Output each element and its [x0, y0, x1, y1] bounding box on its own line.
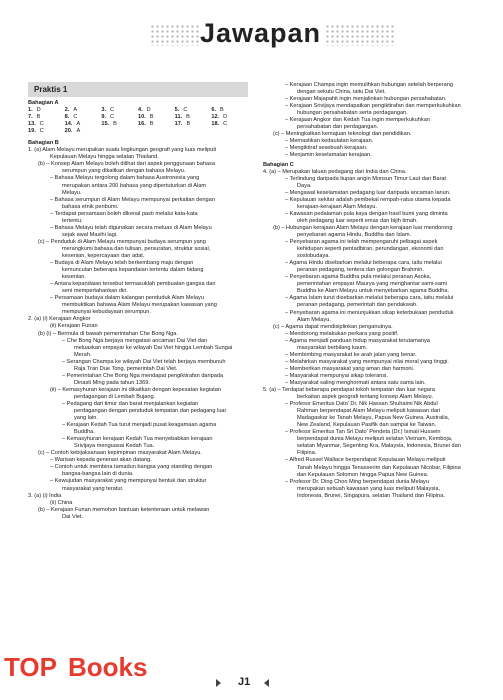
answer-line: – Agama menjadi panduan hidup masyarakat terutamanya: [285, 337, 430, 344]
answer-line: perdagangan di Lembah Bujang.: [74, 393, 156, 400]
answer-line: Dinasti Ming pada tahun 1369.: [74, 379, 150, 386]
answer-line: – Pemerintahan Che Bong Nga mendapat pengiktirafan daripada: [62, 372, 224, 379]
answer-line: Buddha ke Alam Melayu untuk menyebarkan agama Buddha.: [297, 288, 450, 295]
answer-line: – Persamaan budaya dalam kalangan penduduk Alam Melayu: [50, 295, 204, 302]
answer-line: yang lain.: [74, 415, 98, 422]
answer-line: kehidupan seperti pentadbiran, perundangan, ekonomi dan: [297, 246, 444, 253]
answer-line: membuktikan bahawa Alam Melayu merupakan kawasan yang: [62, 302, 217, 309]
answer-line: 3. (a) (i) India: [28, 492, 62, 499]
answer-line: – Kerajaan Majapahit ingin menjalinkan hubungan persahabatan.: [285, 96, 447, 103]
answer-line: Bahagian C: [263, 161, 294, 168]
answer-line: – Mendorong melakukan perkara yang positif.: [285, 330, 399, 337]
answer-line: Daya.: [297, 182, 312, 189]
answer-line: – Kerajaan Srivijaya mendapatkan pengiktirafan dan memperkukuhkan: [285, 103, 461, 110]
answer-line: – Kewujudan masyarakat yang mempunyai bentuk dan struktur: [50, 478, 207, 485]
answer-item: 6. B: [211, 107, 224, 114]
answer-line: – Alfred Russel Wallace berpendapat Kepulauan Melayu meliputi: [285, 457, 446, 464]
answer-line: – Kerajaan Angkor dan Kedah Tua ingin memperkukuhkan: [285, 117, 430, 124]
answer-line: – Profesor Dr. Ding Choo Ming berpendapat dunia Melayu: [285, 478, 429, 485]
page-number: J1: [238, 676, 251, 688]
answer-line: sejak awal Masihi lagi.: [62, 231, 118, 238]
answer-line: – Profesor Emeritus Tan Sri Dato' Pendeta (Dr.) Ismail Hussein: [285, 429, 441, 436]
answer-line: – Terlindung daripada tiupan angin Monsun Timur Laut dan Barat: [285, 175, 446, 182]
answer-line: 2. (a) (i) Kerajaan Angkor: [28, 316, 91, 323]
answer-line: peranan pedagang, pemerintah dan pendakwah.: [297, 302, 418, 309]
answer-line: – Kepulauan sekitar adalah pembekal rempah-ratus utama kepada: [285, 196, 451, 203]
answer-item: 18. C: [211, 121, 228, 128]
answer-line: sosiobudaya.: [297, 253, 330, 260]
answer-line: bahasa etnik peribumi.: [62, 203, 119, 210]
answer-line: – Kerajaan Champa ingin memulihkan hubungan setelah berperang: [285, 82, 453, 88]
answer-line: (ii) Kerajaan Funan: [50, 323, 98, 330]
answer-item: 10. B: [138, 114, 154, 121]
answer-item: 7. B: [28, 114, 41, 121]
answer-line: oleh pedagang luar seperti emas dan bijih timah.: [297, 217, 418, 224]
answer-line: seni mempertahankan diri.: [62, 288, 128, 295]
answer-line: (ii) – Kemasyhuran kerajaan ini dikaitkan dengan kepesatan kegiatan: [50, 386, 222, 393]
answer-line: persahabatan dan perdagangan.: [297, 124, 379, 131]
answer-item: 4. D: [138, 107, 151, 114]
bahagian-a-heading: Bahagian A: [28, 100, 59, 106]
answer-item: 1. D: [28, 107, 41, 114]
answer-line: serumpun yang dikaitkan dengan bahasa Melayu.: [62, 168, 186, 175]
answer-line: pemerintahan empayar Maurya yang menghantar sami-sami: [297, 281, 447, 288]
answer-line: Buddha.: [74, 429, 95, 436]
answer-line: 1. (a) Alam Melayu merupakan suatu lingkungan geografi yang luas meliputi: [28, 147, 217, 154]
answer-line: dan Kepulauan Solomon hingga Papua New Guinea.: [297, 471, 429, 478]
answer-line: – Penyebaran agama Buddha pula melalui peranan Asoka,: [285, 274, 432, 281]
answer-line: (c) – Contoh kebijaksanaan kepimpinan masyarakat Alam Melayu.: [38, 450, 202, 457]
answer-line: Dai Viet.: [62, 513, 84, 520]
answer-item: 19. C: [28, 128, 44, 135]
answer-line: perdagangan dengan penduduk tempatan dan pedagang luar: [74, 408, 227, 415]
answer-item: 5. C: [174, 107, 188, 114]
answer-line: – Memastikan kedaulatan kerajaan.: [285, 138, 374, 145]
answer-line: masyarakat berbilang kaum.: [297, 344, 368, 351]
answer-line: – Penyebaran agama ini telah mempengaruhi pelbagai aspek: [285, 239, 438, 246]
answer-line: meluaskan empayar ke wilayah Dai Viet hingga Lembah Sungai: [74, 344, 233, 351]
right-answer-text: [263, 82, 481, 500]
answer-line: Madagaskar ke Tanah Melayu, Papua New Guinea, Australia,: [297, 415, 450, 422]
answer-line: (b) – Kerajaan Funan memohon bantuan ketenteraan untuk melawan: [38, 506, 210, 513]
answer-line: (c) – Agama dapat mendisiplinkan penganutnya.: [273, 323, 393, 330]
answer-line: Kepulauan Melayu hingga selatan Thailand.: [50, 154, 159, 161]
answer-line: – Agama Hindu disebarkan melalui beberapa cara, iaitu melalui: [285, 260, 442, 267]
answer-item: 12. D: [211, 114, 228, 121]
answer-line: – Warisan kepada generasi akan datang.: [50, 457, 152, 464]
praktis-heading: Praktis 1: [28, 82, 248, 97]
answer-item: 9. C: [101, 114, 115, 121]
logo-text-books: Books: [68, 652, 148, 682]
page-title: Jawapan: [200, 18, 322, 48]
answer-line: penyebaran agama Hindu, Buddha dan Islam.: [297, 231, 412, 238]
answer-line: bangsa-bangsa lain di dunia.: [62, 471, 134, 478]
answer-line: Bahagian B: [28, 140, 59, 147]
answer-line: – Kemasyhuran kerajaan Kedah Tua menyebabkan kerajaan: [62, 436, 213, 443]
answer-line: – Menjamin keselamatan kerajaan.: [285, 152, 372, 159]
answer-line: Melayu.: [62, 189, 82, 196]
answer-item: 11. B: [174, 114, 190, 121]
answer-line: dengan sekutu China, iaitu Dai Viet.: [297, 89, 386, 96]
answer-line: – Membimbing masyarakat ke arah jalan yang benar.: [285, 351, 417, 358]
answer-line: – Mengawal keselamatan pedagang luar daripada ancaman lanun.: [285, 189, 451, 196]
answer-line: peranan pedagang, tentera dan golongan Brahmin.: [297, 267, 424, 274]
answer-line: – Bahasa Melayu telah digunakan secara meluas di Alam Melayu: [50, 224, 212, 231]
answer-line: New Zealand, Kepulauan Pasifik dan sampai ke Taiwan.: [297, 422, 437, 429]
answer-line: (c) – Meningkatkan kemajuan teknologi dan pendidikan.: [273, 131, 412, 138]
answer-line: kesenian.: [62, 274, 86, 281]
answer-item: 15. B: [101, 121, 117, 128]
answer-line: Indonesia, Brunei, Singapura, selatan Thailand dan Filipina.: [297, 492, 445, 499]
arrow-right-icon: [216, 679, 221, 687]
answer-line: merangkumi bahasa dan tulisan, persuratan, struktur sosial,: [62, 245, 211, 252]
answer-line: berkaitan aspek geografi tentang konsep Alam Melayu.: [297, 394, 434, 401]
answer-line: – Bahasa serumpun di Alam Melayu mempunyai perkaitan dengan: [50, 196, 215, 203]
answer-line: – Pedagang dari timur dan barat menjalankan kegiatan: [62, 400, 199, 407]
answer-line: – Agama Islam turut disebarkan melalui beberapa cara, iaitu melalui: [285, 295, 454, 302]
answer-line: merupakan sebuah kawasan yang luas meliputi Malaysia,: [297, 485, 441, 492]
answer-line: kemunculan beberapa kepandaian tertentu dalam bidang: [62, 267, 204, 274]
answer-line: merupakan antara 200 bahasa yang dipertuturkan di Alam: [62, 182, 206, 189]
answer-line: (b) – Hubungan kerajaan Alam Melayu dengan kerajaan luar mendorong: [273, 224, 453, 231]
answer-line: berpendapat dunia Melayu meliputi selatan Vietnam, Kemboja,: [297, 436, 453, 443]
right-column: [263, 82, 481, 500]
answer-line: Srivijaya menguasai Kedah Tua.: [74, 443, 155, 450]
answer-item: 13. C: [28, 121, 44, 128]
answer-line: masyarakat yang teratur.: [62, 485, 124, 492]
answer-line: – Masyarakat saling menghormati antara satu sama lain.: [285, 379, 426, 386]
answer-item: 2. A: [64, 107, 78, 114]
answer-line: – Masyarakat mempunyai sikap toleransi.: [285, 372, 388, 379]
answer-line: – Kawasan pedalaman pula kaya dengan hasil bumi yang diminta: [285, 210, 448, 217]
answer-line: kesenian, kepercayaan dan adat.: [62, 252, 145, 259]
answer-line: mempunyai kebudayaan serumpun.: [62, 309, 151, 316]
answer-line: – Budaya di Alam Melayu telah berkembang maju dengan: [50, 260, 194, 267]
answer-line: Rahman berpendapat Alam Melayu meliputi kawasan dari: [297, 408, 441, 415]
left-column: [28, 82, 248, 521]
answer-line: (c) – Penduduk di Alam Melayu mempunyai budaya serumpun yang: [38, 238, 206, 245]
answer-grid: [28, 107, 248, 135]
decorative-dots-right: [325, 24, 395, 46]
answer-line: (ii) China: [50, 499, 73, 506]
answer-line: (b) (i) – Bermula di bawah pemerintahan Che Bong Nga.: [38, 330, 178, 337]
answer-item: 16. B: [138, 121, 154, 128]
answer-line: Raja Tran Due Tong, pemerintah Dai Viet.: [74, 365, 178, 372]
answer-line: (b) – Konsep Alam Melayu boleh dilihat dari aspek penggunaan bahasa: [38, 161, 215, 168]
answer-line: Filipina.: [297, 450, 317, 457]
answer-line: Tanah Melayu hingga Tenasserim dan Kepulauan Nicobar, Filipina: [297, 464, 461, 471]
answer-line: – Serangan Champa ke wilayah Dai Viet telah berjaya membunuh: [62, 358, 226, 365]
answer-line: hubungan persahabatan serta perdagangan.: [297, 110, 408, 117]
answer-line: – Che Bong Nga berjaya mengatasi ancaman Dai Viet dan: [62, 337, 208, 344]
answer-item: 14. A: [64, 121, 81, 128]
answer-line: – Bahasa Melayu tergolong dalam bahasa Austronesia yang: [50, 175, 200, 182]
answer-line: – Terdapat persamaan boleh dikenal pasti melalui kata-kata: [50, 210, 198, 217]
answer-line: 5. (a) – Terdapat beberapa pendapat tokoh tempatan dan luar negara: [263, 387, 435, 394]
arrow-left-icon: [264, 679, 269, 687]
answer-line: selatan Myanmar, Segenting Kra, Malaysia, Indonesia, Brunei dan: [297, 443, 461, 450]
answer-line: Merah.: [74, 351, 92, 358]
answer-line: – Antara kepandaian tersebut termasuklah pembuatan gangsa dan: [50, 281, 216, 288]
logo-text-top: TOP: [4, 652, 57, 682]
answer-line: 4. (a) – Merupakan laluan pedagang dari India dan China.: [263, 168, 407, 175]
answer-line: – Penyebaran agama ini menunjukkan sikap keterbukaan penduduk: [285, 309, 454, 316]
answer-line: – Kerajaan Kedah Tua turut menjadi pusat keagamaan agama: [62, 422, 217, 429]
answer-item: 8. C: [64, 114, 78, 121]
answer-line: – Memberikan masyarakat yang aman dan harmoni.: [285, 365, 415, 372]
topbooks-logo: [0, 648, 190, 690]
left-answer-text: [28, 140, 248, 521]
decorative-dots-left: [150, 24, 200, 46]
answer-line: – Mengiktiraf sesebuah kerajaan.: [285, 145, 368, 152]
answer-line: kerajaan-kerajaan Alam Melayu.: [297, 203, 377, 210]
answer-line: tertentu.: [62, 217, 83, 224]
answer-item: 3. C: [101, 107, 115, 114]
answer-line: Alam Melayu.: [297, 316, 331, 323]
answer-line: – Melahirkan masyarakat yang mempunyai nilai moral yang tinggi.: [285, 358, 449, 365]
answer-line: – Contoh untuk membina tamadun bangsa yang standing dengan: [50, 464, 213, 471]
answer-line: – Profesor Emeritus Dato' Dr. Nik Hassan Shuhaimi Nik Abdul: [285, 401, 438, 408]
answer-item: 20. A: [64, 128, 81, 135]
page-header: [0, 0, 503, 72]
answer-item: 17. B: [174, 121, 191, 128]
